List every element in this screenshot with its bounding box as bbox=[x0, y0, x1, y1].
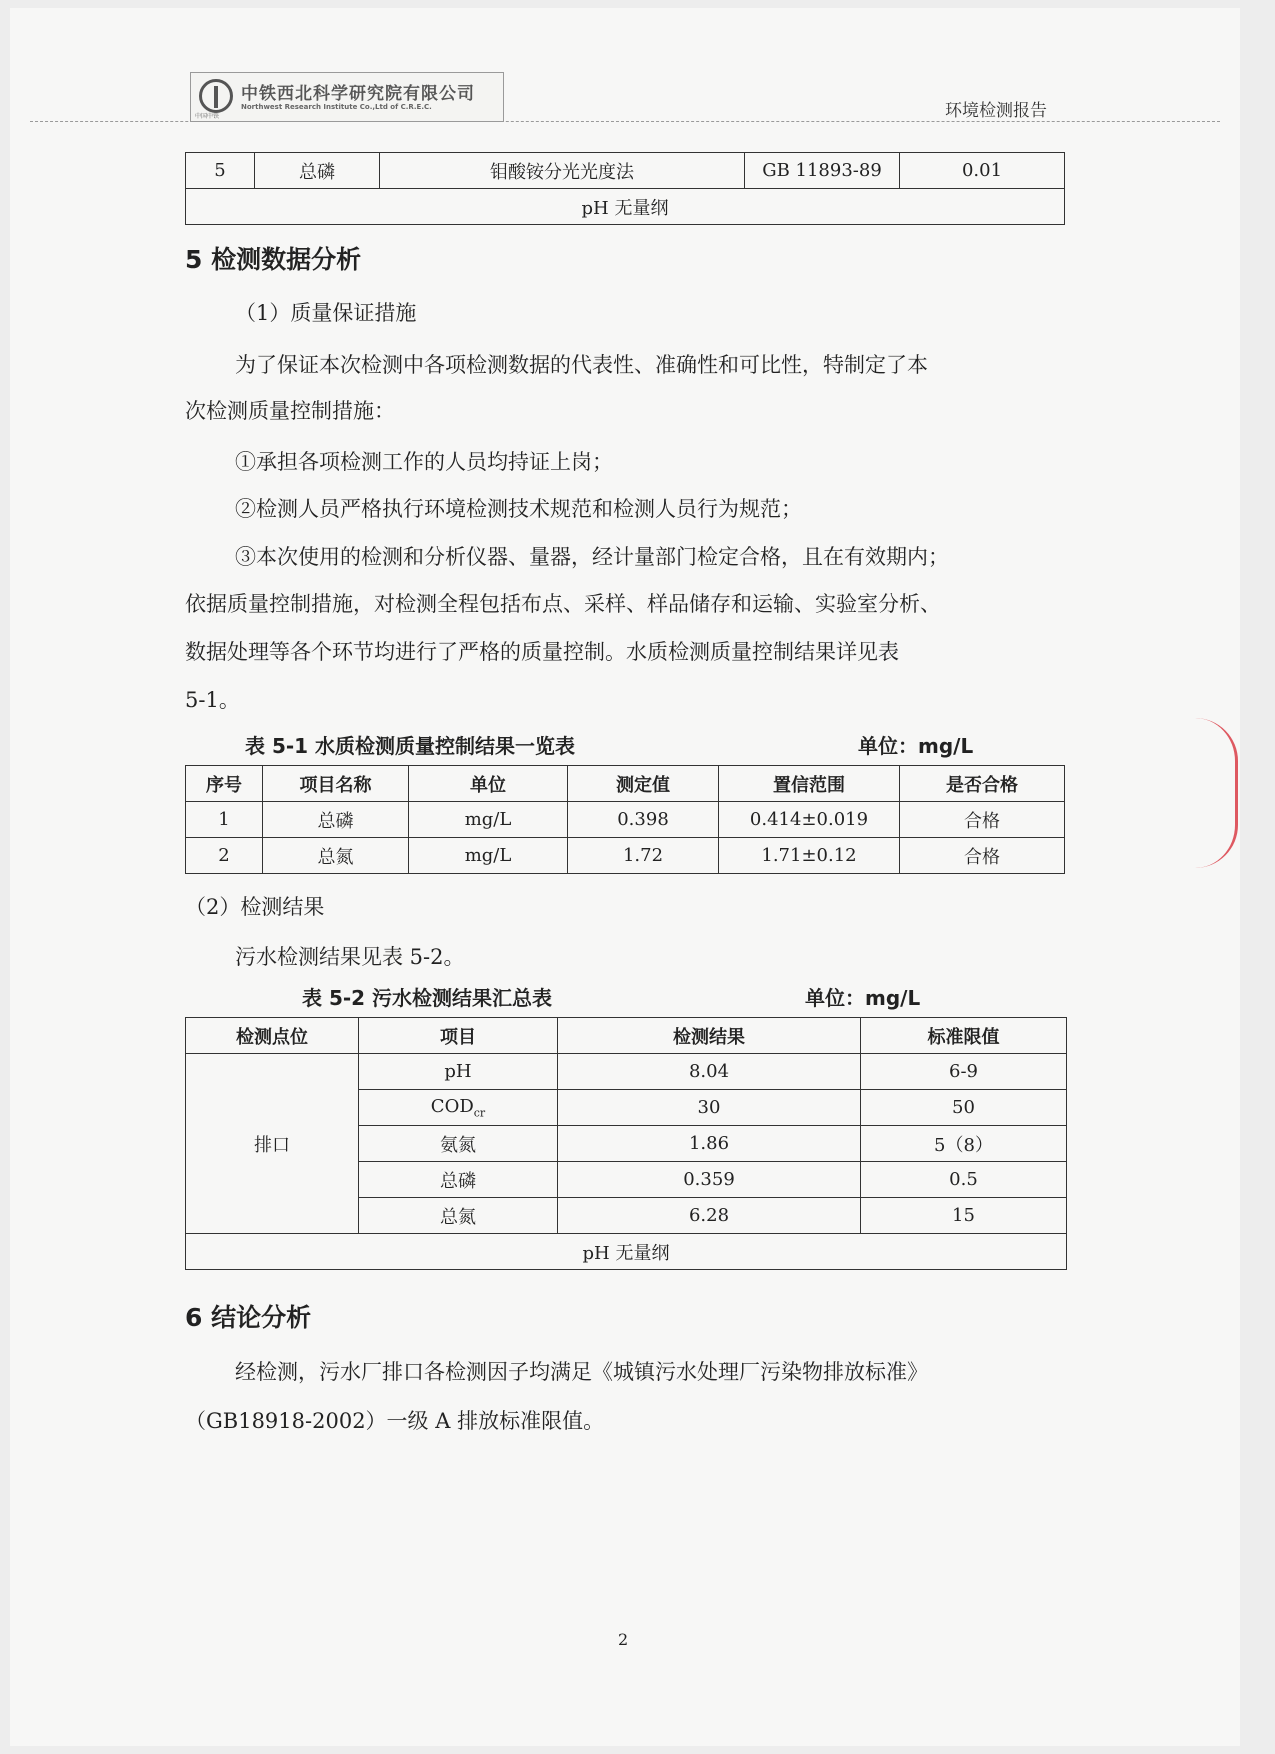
table-cell: 合格 bbox=[900, 838, 1065, 874]
report-type: 环境检测报告 bbox=[945, 101, 1047, 121]
list-item: ③本次使用的检测和分析仪器、量器，经计量部门检定合格，且在有效期内； bbox=[235, 545, 949, 569]
cod-label: COD bbox=[430, 1095, 474, 1117]
table-note: pH 无量纲 bbox=[186, 189, 1065, 225]
table-cell: 总氮 bbox=[359, 1198, 558, 1234]
table-cell: 1.86 bbox=[558, 1126, 861, 1162]
table-row bbox=[186, 838, 1065, 874]
table-cell: 1.72 bbox=[568, 838, 719, 874]
section-5-heading: 5 检测数据分析 bbox=[185, 245, 362, 274]
column-header: 检测点位 bbox=[186, 1018, 359, 1054]
paragraph-line: 污水检测结果见表 5-2。 bbox=[235, 945, 465, 969]
list-item: ②检测人员严格执行环境检测技术规范和检测人员行为规范； bbox=[235, 497, 802, 521]
cod-subscript: cr bbox=[473, 1106, 486, 1120]
table-5-2 bbox=[185, 1017, 1067, 1270]
location-cell: 排口 bbox=[186, 1054, 359, 1234]
cell-no: 5 bbox=[186, 153, 255, 189]
column-header: 序号 bbox=[186, 766, 263, 802]
header-divider bbox=[30, 121, 1220, 122]
table-cell: 0.5 bbox=[861, 1162, 1067, 1198]
table-5-1-unit: 单位：mg/L bbox=[858, 734, 974, 758]
table-5-2-caption: 表 5-2 污水检测结果汇总表 bbox=[302, 986, 553, 1010]
company-logo bbox=[190, 72, 504, 122]
column-header: 置信范围 bbox=[719, 766, 900, 802]
table-cell: 0.414±0.019 bbox=[719, 802, 900, 838]
method-table-continuation bbox=[185, 152, 1065, 225]
table-header-row bbox=[186, 766, 1065, 802]
table-cell: pH bbox=[359, 1054, 558, 1090]
table-cell: 氨氮 bbox=[359, 1126, 558, 1162]
table-cell: 0.359 bbox=[558, 1162, 861, 1198]
table-row bbox=[186, 802, 1065, 838]
table-header-row bbox=[186, 1018, 1067, 1054]
paragraph-line: 5-1。 bbox=[185, 688, 240, 712]
logo-emblem-icon bbox=[199, 79, 233, 113]
page-number: 2 bbox=[618, 1630, 629, 1649]
red-stamp-edge bbox=[1195, 718, 1238, 868]
table-row bbox=[186, 153, 1065, 189]
column-header: 标准限值 bbox=[861, 1018, 1067, 1054]
column-header: 项目 bbox=[359, 1018, 558, 1054]
cell-limit: 0.01 bbox=[900, 153, 1065, 189]
paragraph-line: 经检测，污水厂排口各检测因子均满足《城镇污水处理厂污染物排放标准》 bbox=[235, 1360, 928, 1384]
table-cell: 30 bbox=[558, 1090, 861, 1126]
table-cell: 50 bbox=[861, 1090, 1067, 1126]
table-cell: mg/L bbox=[409, 802, 568, 838]
table-note-row bbox=[186, 1234, 1067, 1270]
table-5-1 bbox=[185, 765, 1065, 874]
table-cell: 5（8） bbox=[861, 1126, 1067, 1162]
table-cell-cod bbox=[359, 1090, 558, 1126]
table-cell: 15 bbox=[861, 1198, 1067, 1234]
cell-item: 总磷 bbox=[255, 153, 380, 189]
table-cell: 1.71±0.12 bbox=[719, 838, 900, 874]
table-cell: 2 bbox=[186, 838, 263, 874]
table-cell: 8.04 bbox=[558, 1054, 861, 1090]
logo-english-name: Northwest Research Institute Co.,Ltd of C.R.E.C. bbox=[241, 103, 432, 111]
table-cell: mg/L bbox=[409, 838, 568, 874]
paragraph-line: 次检测质量控制措施： bbox=[185, 399, 395, 423]
subsection-1-heading: （1）质量保证措施 bbox=[235, 301, 417, 325]
column-header: 项目名称 bbox=[263, 766, 409, 802]
column-header: 测定值 bbox=[568, 766, 719, 802]
column-header: 检测结果 bbox=[558, 1018, 861, 1054]
table-cell: 总氮 bbox=[263, 838, 409, 874]
column-header: 是否合格 bbox=[900, 766, 1065, 802]
table-note-row bbox=[186, 189, 1065, 225]
paragraph-line: 数据处理等各个环节均进行了严格的质量控制。水质检测质量控制结果详见表 bbox=[185, 640, 899, 664]
table-cell: 总磷 bbox=[359, 1162, 558, 1198]
paragraph-line: （GB18918-2002）一级 A 排放标准限值。 bbox=[185, 1409, 605, 1433]
paragraph-line: 为了保证本次检测中各项检测数据的代表性、准确性和可比性，特制定了本 bbox=[235, 353, 928, 377]
document-page bbox=[10, 8, 1240, 1746]
section-6-heading: 6 结论分析 bbox=[185, 1303, 312, 1332]
paragraph-line: 依据质量控制措施，对检测全程包括布点、采样、样品储存和运输、实验室分析、 bbox=[185, 592, 941, 616]
logo-company-name: 中铁西北科学研究院有限公司 bbox=[241, 84, 475, 104]
table-cell: 合格 bbox=[900, 802, 1065, 838]
table-cell: 6-9 bbox=[861, 1054, 1067, 1090]
logo-subtext: 中国中铁 bbox=[195, 113, 220, 120]
table-5-1-caption: 表 5-1 水质检测质量控制结果一览表 bbox=[245, 734, 576, 758]
table-cell: 1 bbox=[186, 802, 263, 838]
subsection-2-heading: （2）检测结果 bbox=[185, 895, 325, 919]
table-row bbox=[186, 1054, 1067, 1090]
table-cell: 总磷 bbox=[263, 802, 409, 838]
cell-method: 钼酸铵分光光度法 bbox=[380, 153, 745, 189]
column-header: 单位 bbox=[409, 766, 568, 802]
table-note: pH 无量纲 bbox=[186, 1234, 1067, 1270]
list-item: ①承担各项检测工作的人员均持证上岗； bbox=[235, 450, 613, 474]
table-5-2-unit: 单位：mg/L bbox=[805, 986, 921, 1010]
cell-standard: GB 11893-89 bbox=[745, 153, 900, 189]
table-cell: 0.398 bbox=[568, 802, 719, 838]
table-cell: 6.28 bbox=[558, 1198, 861, 1234]
